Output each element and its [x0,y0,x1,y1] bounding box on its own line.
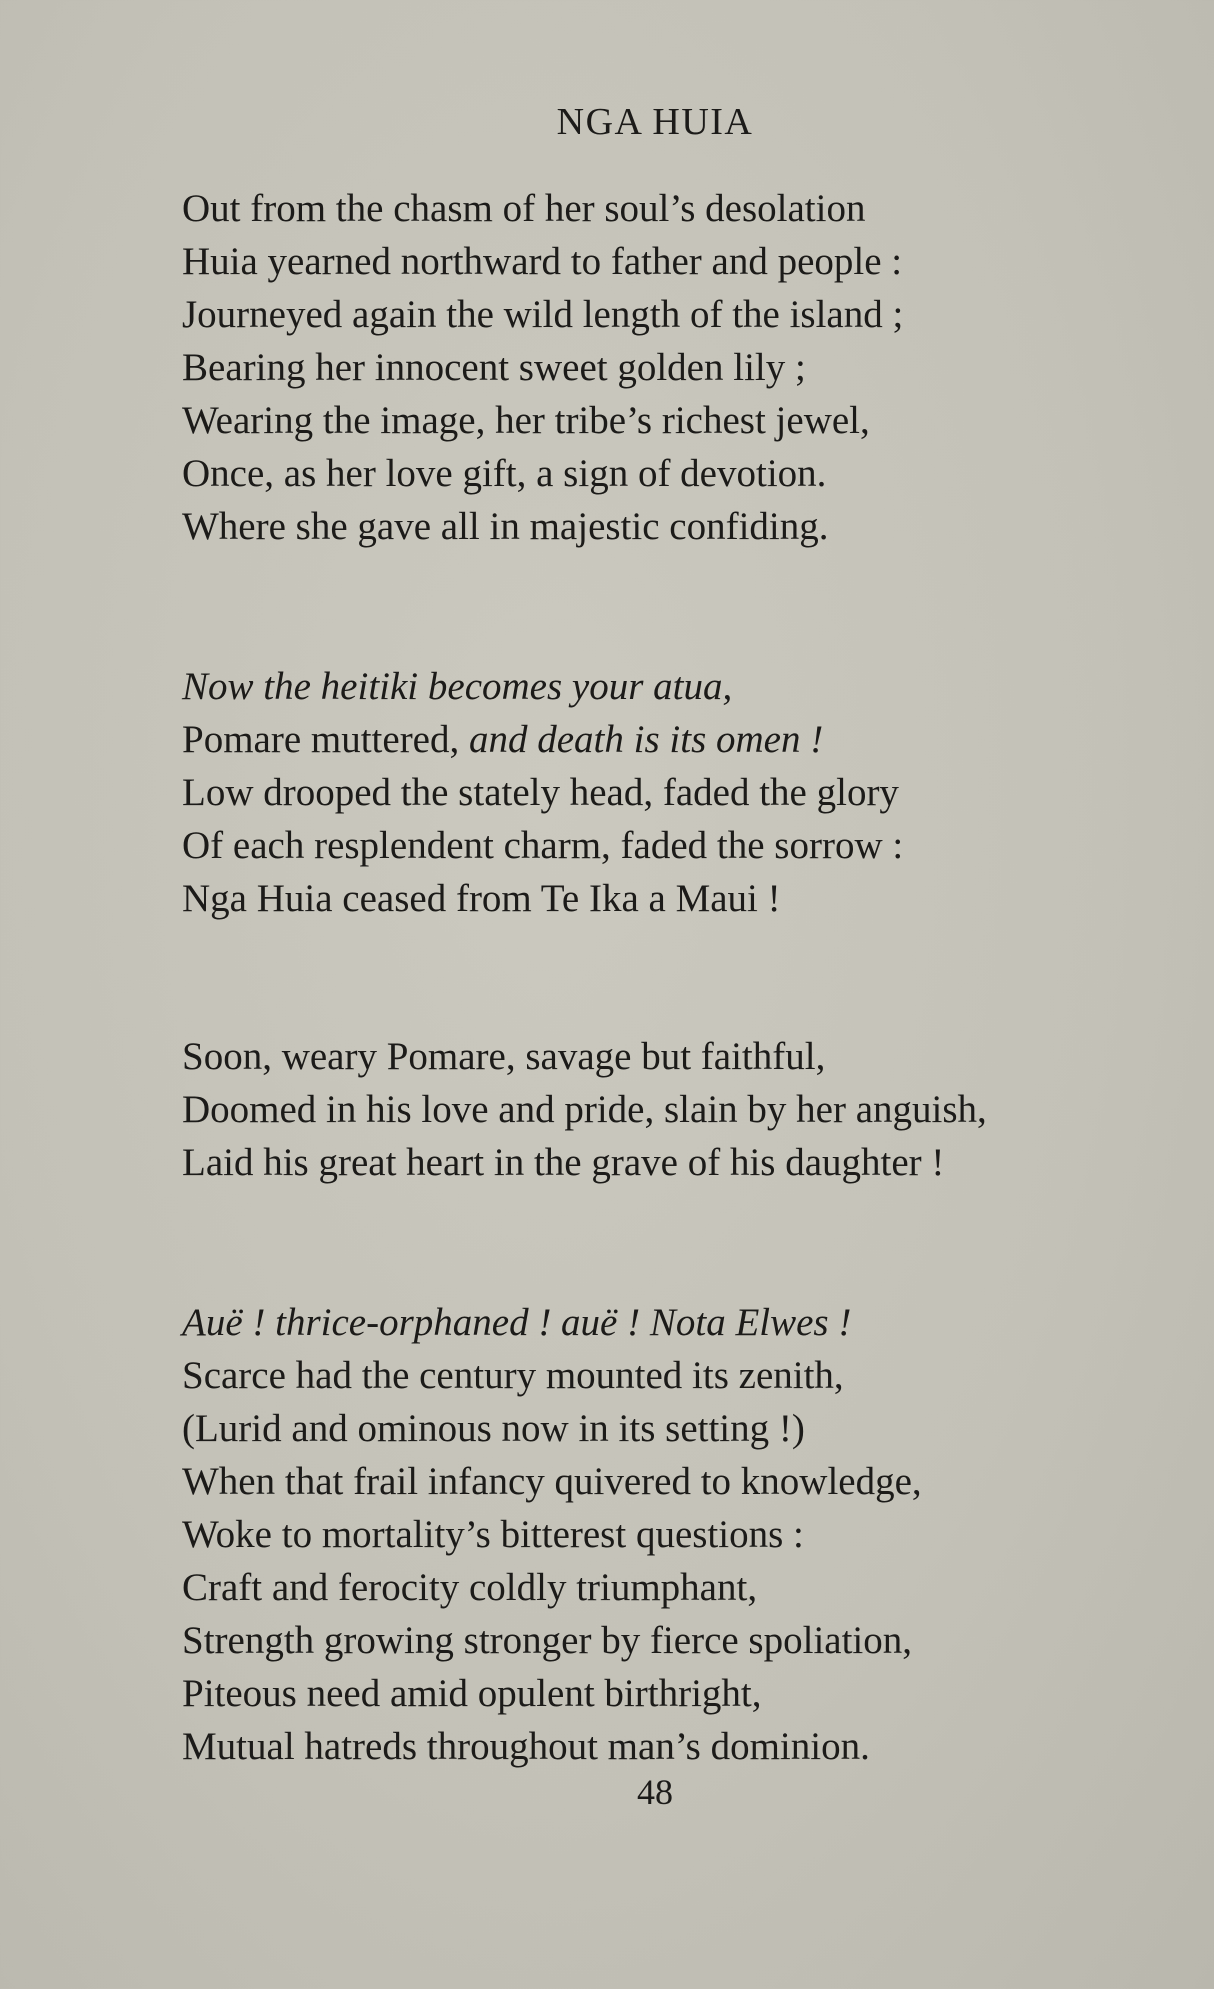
verse-line: Journeyed again the wild length of the island ; [182,293,904,336]
verse-line: Wearing the image, her tribe’s richest jewel, [182,399,870,442]
verse-line: Huia yearned northward to father and people : [182,240,903,283]
verse-line: Doomed in his love and pride, slain by her anguish, [182,1088,987,1131]
stanza-3 [182,1030,1154,1189]
verse-line: Once, as her love gift, a sign of devotion. [182,452,827,495]
stanza-2 [182,660,1154,925]
verse-line: Now the heitiki becomes your atua, [182,665,733,708]
verse-line-roman: Pomare muttered, [182,718,469,761]
verse-line: Mutual hatreds throughout man’s dominion. [182,1725,870,1768]
verse-line: Piteous need amid opulent birthright, [182,1672,762,1715]
stanza-4 [182,1296,1154,1773]
running-title: NGA HUIA [556,101,754,143]
verse-line: Low drooped the stately head, faded the glory [182,771,899,814]
verse-line [182,713,1154,766]
verse-line: Scarce had the century mounted its zenith, [182,1354,844,1397]
page-number: 48 [637,1772,673,1812]
verse-line: (Lurid and ominous now in its setting !) [182,1407,805,1450]
verse-line-italic: and death is its omen ! [469,718,824,761]
verse-line: Craft and ferocity coldly triumphant, [182,1566,758,1609]
verse-line: When that frail infancy quivered to knowledge, [182,1460,922,1503]
verse-line: Nga Huia ceased from Te Ika a Maui ! [182,877,781,920]
verse-line: Of each resplendent charm, faded the sorrow : [182,824,904,867]
verse-line: Auë ! thrice-orphaned ! auë ! Nota Elwes ! [182,1301,852,1344]
verse-line: Strength growing stronger by fierce spoliation, [182,1619,913,1662]
verse-line: Laid his great heart in the grave of his daughter ! [182,1141,945,1184]
verse-line: Woke to mortality’s bitterest questions : [182,1513,804,1556]
verse-line: Soon, weary Pomare, savage but faithful, [182,1035,826,1078]
verse-line: Bearing her innocent sweet golden lily ; [182,346,806,389]
stanza-1 [182,182,1154,553]
verse-line: Out from the chasm of her soul’s desolation [182,187,866,230]
verse-line: Where she gave all in majestic confiding. [182,505,829,548]
